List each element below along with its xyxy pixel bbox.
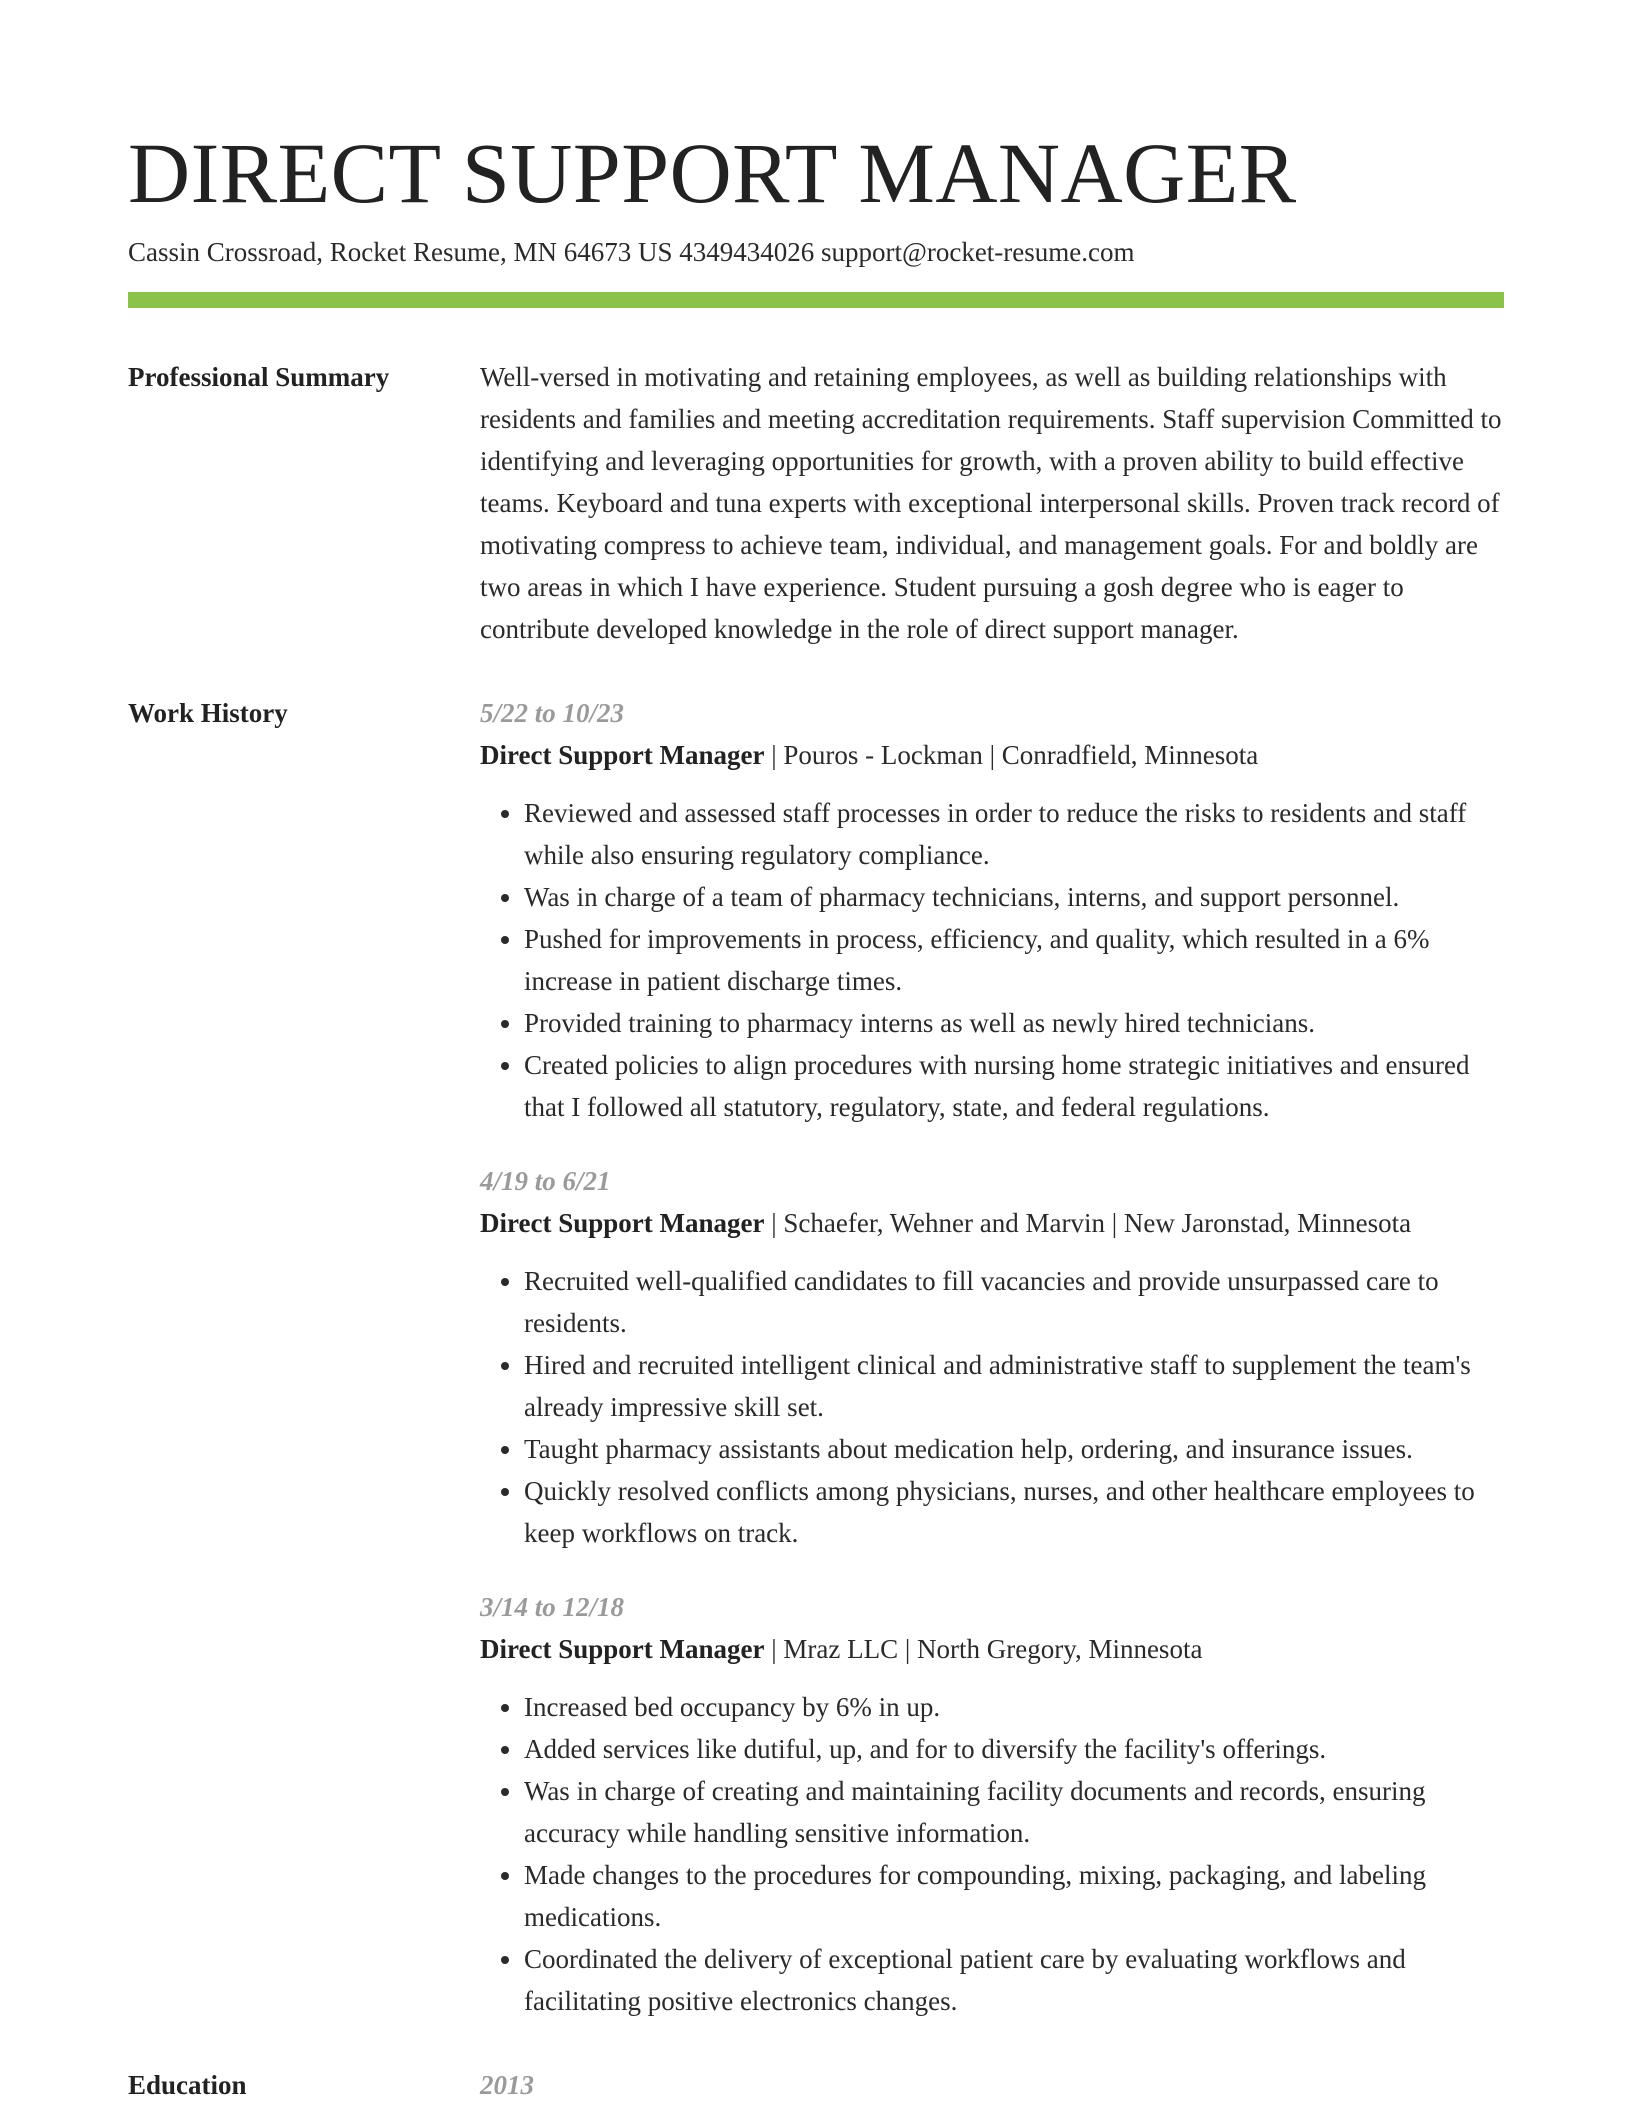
job-entry [480, 1586, 1504, 2022]
bullet-item: • Hired and recruited intelligent clinical and administrative staff to supplement the team's already impressive skill set. [524, 1344, 1504, 1428]
summary-section [128, 356, 1504, 650]
job-entry [480, 1160, 1504, 1554]
job-bullets [480, 1686, 1504, 2022]
bullet-item: • Increased bed occupancy by 6% in up. [524, 1686, 1504, 1728]
section-label-education: Education [128, 2070, 247, 2100]
bullet-item: • Added services like dutiful, up, and for to diversify the facility's offerings. [524, 1728, 1504, 1770]
education-body [480, 2064, 1504, 2106]
job-details: | Schaefer, Wehner and Marvin | New Jaronstad, Minnesota [764, 1208, 1412, 1238]
email: support@rocket-resume.com [820, 237, 1135, 267]
bullet-item: • Was in charge of creating and maintaining facility documents and records, ensuring accuracy while handling sensitive information. [524, 1770, 1504, 1854]
candidate-name: DIRECT SUPPORT MANAGER [128, 125, 1297, 221]
summary-text: Well-versed in motivating and retaining employees, as well as building relationships with residents and families and meeting accreditation requirements. Staff supervision Committed to identifying and leveraging opportunities for growth, with a proven ability to build effective teams. Keyboard and tuna experts with exceptional interpersonal skills. Proven track record of motivating compress to achieve team, individual, and management goals. For and boldly are two areas in which I have experience. Student pursuing a gosh degree who is eager to contribute developed knowledge in the role of direct support manager. [480, 362, 1502, 644]
job-dates: 3/14 to 12/18 [480, 1592, 625, 1622]
bullet-item: • Was in charge of a team of pharmacy technicians, interns, and support personnel. [524, 876, 1504, 918]
education-dates: 2013 [480, 2070, 534, 2100]
job-bullets [480, 1260, 1504, 1554]
bullet-item: • Taught pharmacy assistants about medication help, ordering, and insurance issues. [524, 1428, 1504, 1470]
bullet-item: • Reviewed and assessed staff processes in order to reduce the risks to residents and staff while also ensuring regulatory compliance. [524, 792, 1504, 876]
header-divider [128, 292, 1504, 308]
contact-line [128, 232, 1504, 272]
job-title: Direct Support Manager [480, 1634, 765, 1664]
address: Cassin Crossroad, Rocket Resume, MN 64673 US [128, 237, 673, 267]
job-dates: 4/19 to 6/21 [480, 1166, 611, 1196]
bullet-item: • Coordinated the delivery of exceptional patient care by evaluating workflows and facilitating positive electronics changes. [524, 1938, 1504, 2022]
bullet-item: • Recruited well-qualified candidates to fill vacancies and provide unsurpassed care to residents. [524, 1260, 1504, 1344]
job-details: | Pouros - Lockman | Conradfield, Minnesota [764, 740, 1259, 770]
summary-body [480, 356, 1504, 650]
bullet-item: • Quickly resolved conflicts among physicians, nurses, and other healthcare employees to keep workflows on track. [524, 1470, 1504, 1554]
work-history-section [128, 692, 1504, 2022]
education-section [128, 2064, 1504, 2106]
work-history-body [480, 692, 1504, 2022]
job-entry [480, 692, 1504, 1128]
job-heading [480, 1202, 1504, 1244]
job-bullets [480, 792, 1504, 1128]
bullet-item: • Created policies to align procedures with nursing home strategic initiatives and ensured that I followed all statutory, regulatory, state, and federal regulations. [524, 1044, 1504, 1128]
section-label-work-history: Work History [128, 698, 288, 728]
job-heading [480, 1628, 1504, 1670]
job-dates: 5/22 to 10/23 [480, 698, 625, 728]
job-heading [480, 734, 1504, 776]
job-title: Direct Support Manager [480, 1208, 765, 1238]
job-title: Direct Support Manager [480, 740, 765, 770]
bullet-item: • Pushed for improvements in process, efficiency, and quality, which resulted in a 6% increase in patient discharge times. [524, 918, 1504, 1002]
resume-page [128, 118, 1504, 2106]
bullet-item: • Made changes to the procedures for compounding, mixing, packaging, and labeling medications. [524, 1854, 1504, 1938]
bullet-item: • Provided training to pharmacy interns as well as newly hired technicians. [524, 1002, 1504, 1044]
phone: 4349434026 [679, 237, 815, 267]
section-label-summary: Professional Summary [128, 362, 390, 392]
job-details: | Mraz LLC | North Gregory, Minnesota [764, 1634, 1203, 1664]
